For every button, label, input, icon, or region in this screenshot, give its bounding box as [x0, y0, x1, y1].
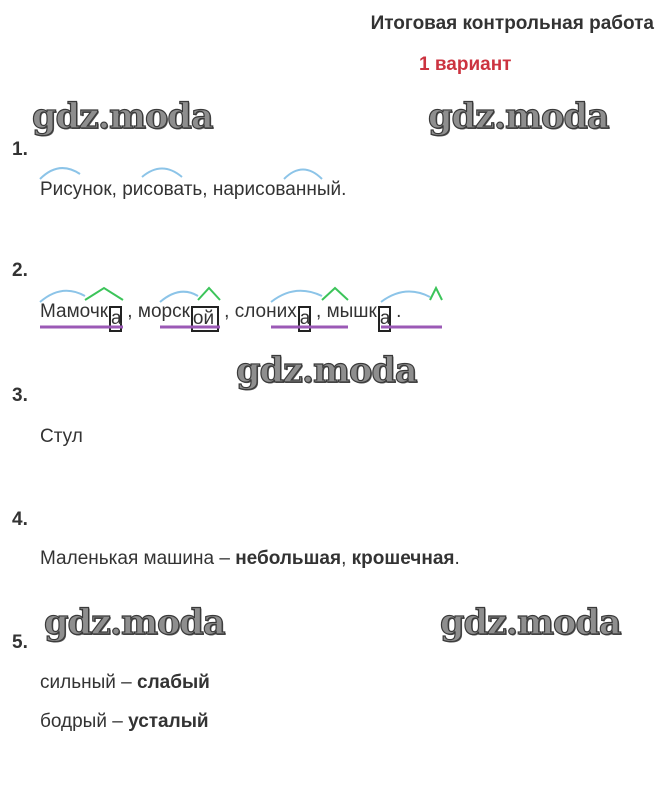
- suffix-mark: [198, 288, 220, 300]
- word-ending: а: [111, 308, 122, 329]
- answer-word: небольшая: [235, 548, 342, 569]
- task-number: 1.: [12, 139, 28, 160]
- word-ending: а: [379, 308, 391, 329]
- word-parsed: [327, 301, 391, 332]
- watermark-logo: gdz.moda: [32, 96, 213, 137]
- antonym-pair: [40, 672, 210, 694]
- ending-box: [109, 306, 122, 332]
- ending-box: [191, 306, 219, 332]
- root-arc-mark: [284, 170, 322, 180]
- separator: ,: [218, 301, 230, 322]
- antonym-word: слабый: [137, 672, 210, 693]
- watermark-logo: gdz.moda: [44, 602, 225, 643]
- suffix-mark: [430, 288, 442, 300]
- task-number: 4.: [12, 509, 28, 530]
- answer-word: крошечная: [351, 548, 455, 569]
- task-number: 3.: [12, 385, 28, 406]
- task-4-answer: [40, 548, 460, 570]
- word-base: морск: [137, 301, 190, 322]
- word-ending: а: [299, 308, 311, 329]
- ending-box: [378, 306, 391, 332]
- separator: .: [390, 301, 402, 322]
- comma: ,: [341, 548, 352, 569]
- root-arc-mark: [40, 168, 80, 179]
- root-arc-mark: [142, 169, 182, 178]
- task-number: 2.: [12, 260, 28, 281]
- word-base: мышк: [326, 301, 377, 322]
- word-base: слоних: [234, 301, 297, 322]
- task-4-prefix: Маленькая машина –: [40, 548, 236, 569]
- ending-box: [298, 306, 311, 332]
- word-parsed: [235, 301, 311, 332]
- period: .: [454, 548, 460, 569]
- task-1-answer: Рисунок, рисовать, нарисованный.: [40, 179, 347, 200]
- separator: ,: [310, 301, 322, 322]
- word-base: Мамочк: [40, 301, 109, 322]
- antonym-word: усталый: [128, 711, 209, 732]
- watermark-logo: gdz.moda: [236, 350, 417, 391]
- pair-word: бодрый –: [40, 711, 129, 732]
- task-number: 5.: [12, 632, 28, 653]
- word-parsed: [138, 301, 219, 332]
- task-2-answer: [40, 301, 401, 332]
- watermark-logo: gdz.moda: [428, 96, 609, 137]
- separator: ,: [122, 301, 133, 322]
- word-ending: ой: [192, 308, 215, 329]
- word-parsed: [40, 301, 122, 332]
- watermark-logo: gdz.moda: [440, 602, 621, 643]
- antonym-pair: [40, 711, 209, 733]
- suffix-mark: [85, 288, 123, 300]
- pair-word: сильный –: [40, 672, 137, 693]
- task-3-answer: Стул: [40, 426, 83, 447]
- suffix-mark: [322, 288, 348, 300]
- page-title: Итоговая контрольная работа: [370, 13, 654, 34]
- variant-label: 1 вариант: [419, 54, 512, 75]
